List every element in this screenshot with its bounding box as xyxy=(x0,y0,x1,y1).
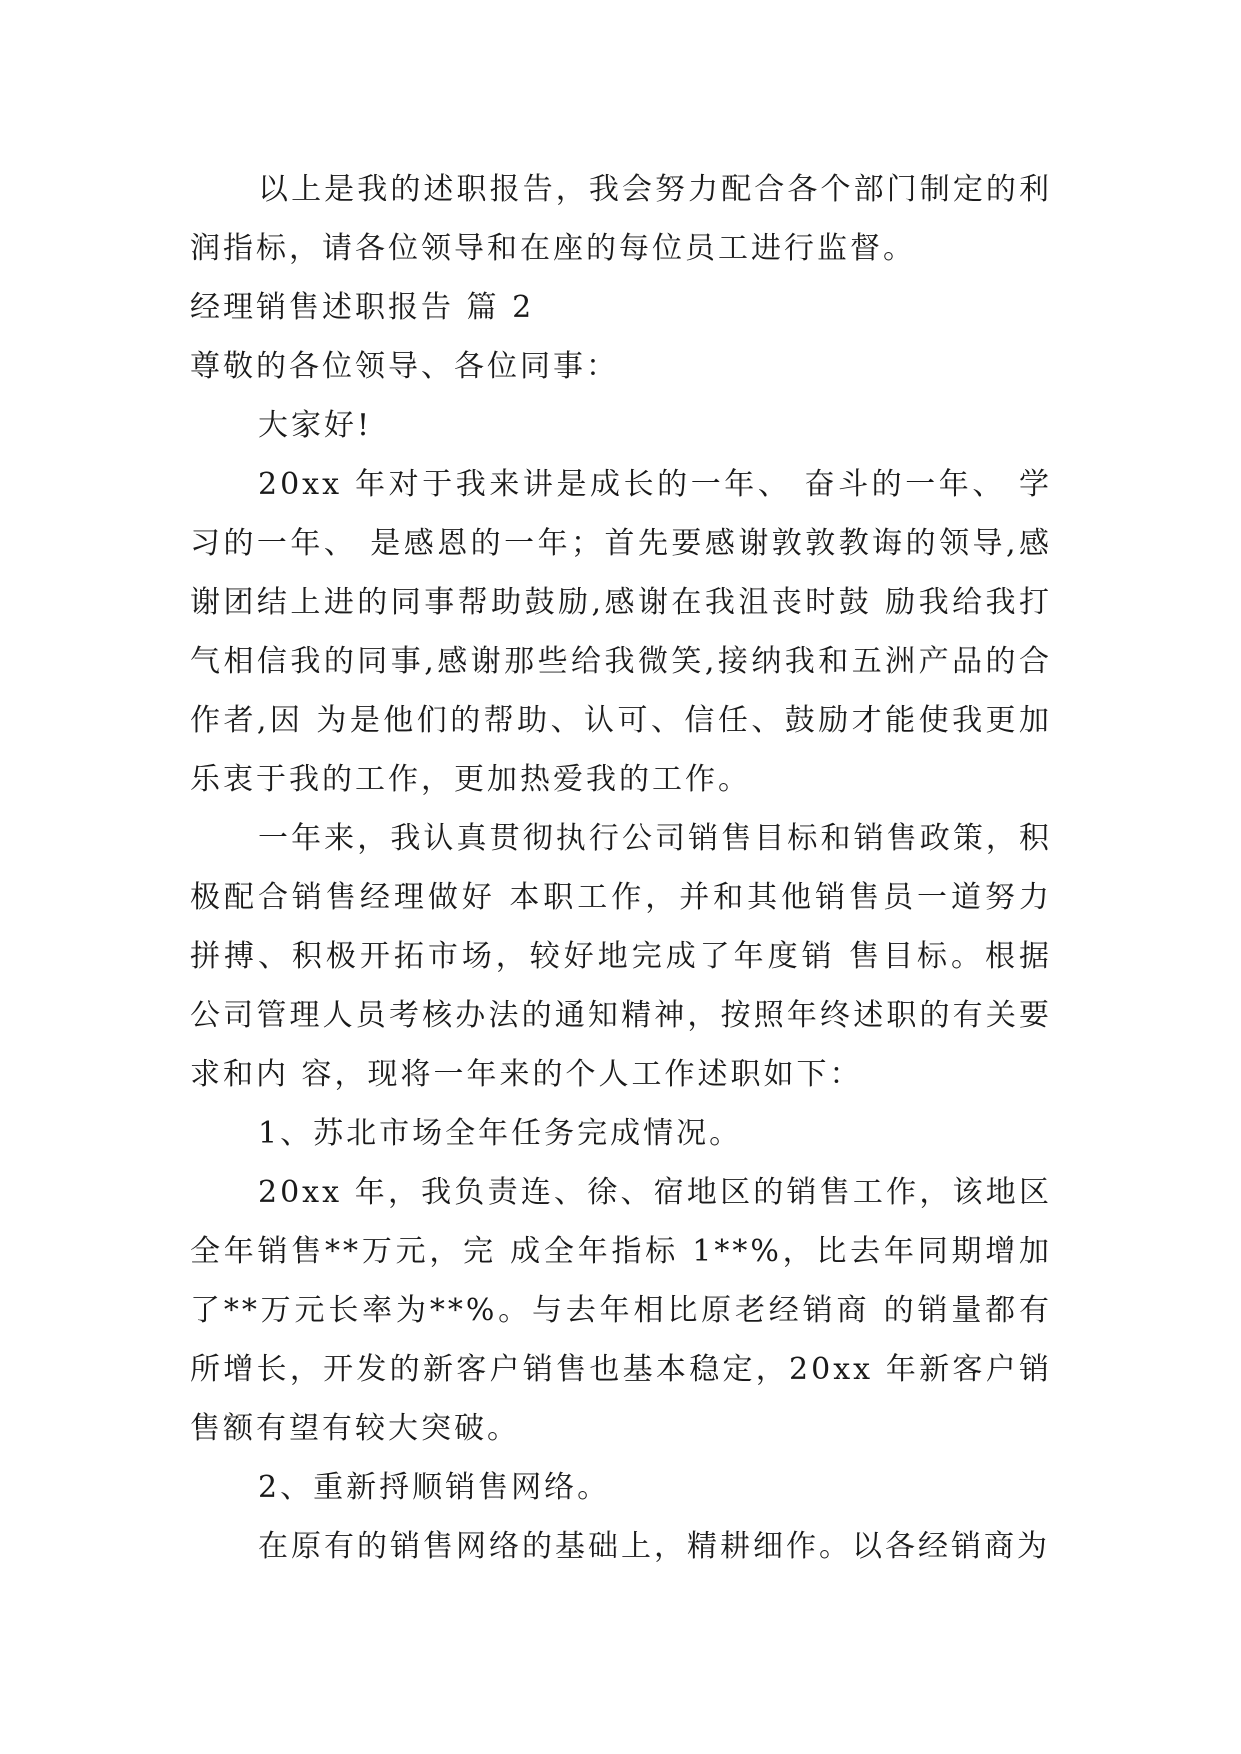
salutation: 尊敬的各位领导、各位同事： xyxy=(190,349,619,384)
paragraph-network-detail: 在原有的销售网络的基础上，精耕细作。以各经销商为 xyxy=(258,1529,1050,1564)
subheading-sales-network: 2、重新捋顺销售网络。 xyxy=(258,1470,611,1505)
greeting: 大家好! xyxy=(258,408,373,443)
paragraph-closing-remarks: 以上是我的述职报告，我会努力配合各个部门制定的利润指标，请各位领导和在座的每位员工进行监督。 xyxy=(190,172,1052,266)
paragraph-year-summary: 一年来，我认真贯彻执行公司销售目标和销售政策，积极配合销售经理做好 本职工作，并和其他销售员一道努力拼搏、积极开拓市场，较好地完成了年度销 售目标。根据公司管理人员考核办法的通知精神，按照年终述职的有关要求和内 容，现将一年来的个人工作述职如下： xyxy=(190,821,1052,1092)
subheading-market-tasks: 1、苏北市场全年任务完成情况。 xyxy=(258,1116,743,1151)
document-body xyxy=(190,160,1052,1576)
section-heading: 经理销售述职报告 篇 2 xyxy=(190,290,535,325)
paragraph-gratitude: 20xx 年对于我来讲是成长的一年、 奋斗的一年、 学习的一年、 是感恩的一年；首先要感谢敦敦教诲的领导,感谢团结上进的同事帮助鼓励,感谢在我沮丧时鼓 励我给我打气相信我的同事,感谢那些给我微笑,接纳我和五洲产品的合作者,因 为是他们的帮助、认可、信任、鼓励才能使我更加乐衷于我的工作，更加热爱我的工作。 xyxy=(190,467,1052,797)
paragraph-sales-results: 20xx 年，我负责连、徐、宿地区的销售工作，该地区全年销售**万元，完 成全年指标 1**%，比去年同期增加了**万元长率为**%。与去年相比原老经销商 的销量都有所增长，开发的新客户销售也基本稳定，20xx 年新客户销售额有望有较大突破。 xyxy=(190,1175,1052,1446)
